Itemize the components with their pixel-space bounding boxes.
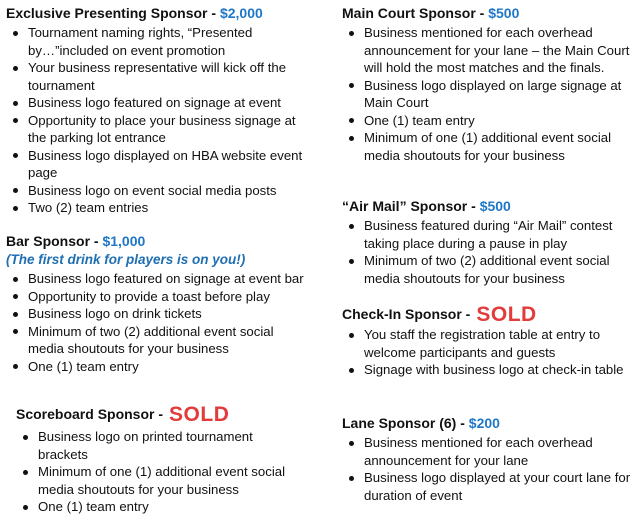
main-court-sponsor: [342, 4, 634, 164]
sponsor-name: Scoreboard Sponsor -: [16, 406, 164, 422]
benefit-item: Business logo displayed on HBA website event page: [6, 147, 306, 182]
benefit-item: Business featured during “Air Mail” contest taking place during a pause in play: [342, 217, 634, 252]
sponsor-price: $200: [468, 415, 500, 431]
benefit-item: Business logo on drink tickets: [6, 305, 306, 323]
sponsor-name: “Air Mail” Sponsor -: [342, 198, 476, 214]
benefit-item: Your business representative will kick off the tournament: [6, 59, 306, 94]
benefit-item: Business logo displayed at your court lane for duration of event: [342, 469, 634, 504]
benefit-item: Minimum of one (1) additional event social media shoutouts for your business: [342, 129, 634, 164]
benefit-item: Business logo featured on signage at event: [6, 94, 306, 112]
sponsor-price: $2,000: [219, 5, 263, 21]
scoreboard-sponsor: [6, 405, 306, 516]
benefit-item: Business logo on event social media posts: [6, 182, 306, 200]
sponsor-name: Bar Sponsor -: [6, 233, 99, 249]
sponsor-price: $500: [479, 198, 511, 214]
benefit-list: [342, 217, 634, 287]
benefit-item: Minimum of one (1) additional event social media shoutouts for your business: [16, 463, 306, 498]
benefit-item: Business logo displayed on large signage at Main Court: [342, 77, 634, 112]
benefit-list: [342, 434, 634, 504]
air-mail-sponsor: [342, 197, 634, 287]
benefit-item: Business logo featured on signage at event bar: [6, 270, 306, 288]
benefit-item: Opportunity to provide a toast before play: [6, 288, 306, 306]
check-in-sponsor: [342, 305, 634, 379]
sold-badge: SOLD: [169, 403, 230, 426]
sponsor-tagline: (The first drink for players is on you!): [6, 252, 246, 267]
lane-sponsor: [342, 414, 634, 504]
sponsor-price: $500: [488, 5, 520, 21]
sponsor-title: [342, 305, 634, 324]
benefit-list: [6, 24, 306, 217]
benefit-item: Opportunity to place your business signage at the parking lot entrance: [6, 112, 306, 147]
sponsor-title: [6, 232, 306, 250]
sponsor-name: Check-In Sponsor -: [342, 306, 471, 322]
benefit-item: Tournament naming rights, “Presented by…”included on event promotion: [6, 24, 306, 59]
sponsor-title: [6, 4, 306, 22]
sponsor-title: [342, 414, 634, 432]
sponsor-title: [342, 4, 634, 22]
benefit-list: [342, 24, 634, 164]
sponsor-name: Main Court Sponsor -: [342, 5, 485, 21]
benefit-item: Business mentioned for each overhead announcement for your lane: [342, 434, 634, 469]
sponsor-title: [342, 197, 634, 215]
sponsor-title: [16, 405, 306, 424]
sponsor-price: $1,000: [102, 233, 146, 249]
exclusive-presenting-sponsor: [6, 4, 306, 217]
sold-badge: SOLD: [476, 303, 537, 326]
benefit-list: [342, 326, 634, 379]
benefit-item: Minimum of two (2) additional event social media shoutouts for your business: [342, 252, 634, 287]
benefit-item: Business mentioned for each overhead announcement for your lane – the Main Court will hold the most matches and the finals.: [342, 24, 634, 77]
benefit-item: Signage with business logo at check-in table: [342, 361, 634, 379]
bar-sponsor: [6, 232, 306, 375]
benefit-item: One (1) team entry: [342, 112, 634, 130]
sponsor-name: Lane Sponsor (6) -: [342, 415, 465, 431]
benefit-list: [16, 428, 306, 516]
benefit-item: Minimum of two (2) additional event social media shoutouts for your business: [6, 323, 306, 358]
benefit-item: Two (2) team entries: [6, 199, 306, 217]
sponsor-name: Exclusive Presenting Sponsor -: [6, 5, 217, 21]
benefit-item: One (1) team entry: [6, 358, 306, 376]
benefit-item: One (1) team entry: [16, 498, 306, 516]
benefit-item: You staff the registration table at entry to welcome participants and guests: [342, 326, 634, 361]
benefit-item: Business logo on printed tournament brackets: [16, 428, 306, 463]
benefit-list: [6, 270, 306, 375]
